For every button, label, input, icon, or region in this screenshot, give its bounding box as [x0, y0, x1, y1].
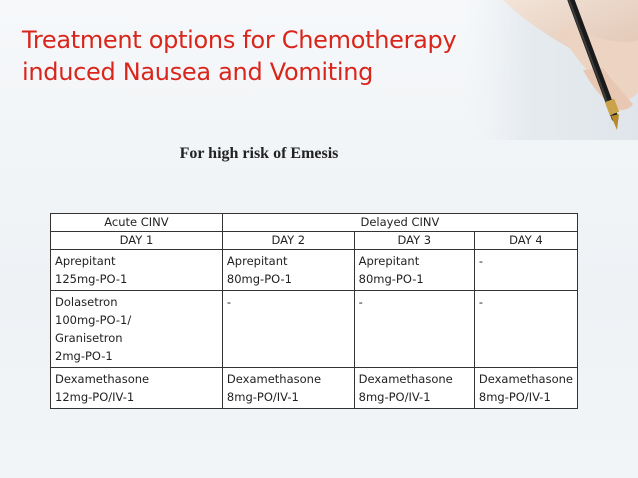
cell-line: 80mg-PO-1	[358, 272, 424, 286]
table-row-aprepitant	[51, 250, 578, 291]
cell-line: Dexamethasone	[478, 372, 573, 386]
table-cell	[474, 250, 577, 291]
slide-subtitle: For high risk of Emesis	[179, 145, 339, 162]
cell-line: 8mg-PO/IV-1	[358, 390, 431, 404]
day-header-row	[51, 232, 578, 250]
cell-line: Aprepitant	[358, 254, 420, 268]
cell-line: 12mg-PO/IV-1	[55, 390, 135, 404]
cell-line: 125mg-PO-1	[55, 272, 128, 286]
cell-line: Aprepitant	[226, 254, 288, 268]
table-cell	[51, 250, 223, 291]
table-cell	[222, 368, 354, 409]
cell-line: Granisetron	[55, 331, 123, 345]
cinv-treatment-table	[50, 213, 578, 409]
group-header-row	[51, 214, 578, 232]
day-1-header: DAY 1	[51, 232, 223, 250]
table-cell	[354, 291, 474, 368]
cell-line: 8mg-PO/IV-1	[478, 390, 551, 404]
cell-line: Dexamethasone	[55, 372, 150, 386]
table-row-setron	[51, 291, 578, 368]
cell-line: 80mg-PO-1	[226, 272, 292, 286]
cell-line: Aprepitant	[55, 254, 116, 268]
cell-line: 100mg-PO-1/	[55, 313, 132, 327]
table-cell	[354, 368, 474, 409]
cell-line: -	[358, 295, 363, 309]
cell-line: Dexamethasone	[358, 372, 453, 386]
delayed-cinv-header: Delayed CINV	[222, 214, 577, 232]
table-cell	[222, 291, 354, 368]
day-4-header: DAY 4	[474, 232, 577, 250]
day-2-header: DAY 2	[222, 232, 354, 250]
table-cell	[51, 291, 223, 368]
table-row-dexamethasone	[51, 368, 578, 409]
table-cell	[354, 250, 474, 291]
day-3-header: DAY 3	[354, 232, 474, 250]
slide-title-line-1: Treatment options for Chemotherapy	[22, 26, 457, 54]
cell-line: -	[478, 295, 484, 309]
table-cell	[474, 291, 577, 368]
table-cell	[51, 368, 223, 409]
acute-cinv-header: Acute CINV	[51, 214, 223, 232]
table-cell	[474, 368, 577, 409]
hand-with-pen-photo	[463, 0, 638, 140]
cell-line: 8mg-PO/IV-1	[226, 390, 299, 404]
cell-line: 2mg-PO-1	[55, 349, 113, 363]
cell-line: -	[478, 254, 484, 268]
cell-line: Dexamethasone	[226, 372, 322, 386]
cell-line: Dolasetron	[55, 295, 118, 309]
slide-title	[22, 24, 456, 88]
slide-title-line-2: induced Nausea and Vomiting	[22, 58, 374, 86]
cell-line: -	[226, 295, 232, 309]
table-cell	[222, 250, 354, 291]
